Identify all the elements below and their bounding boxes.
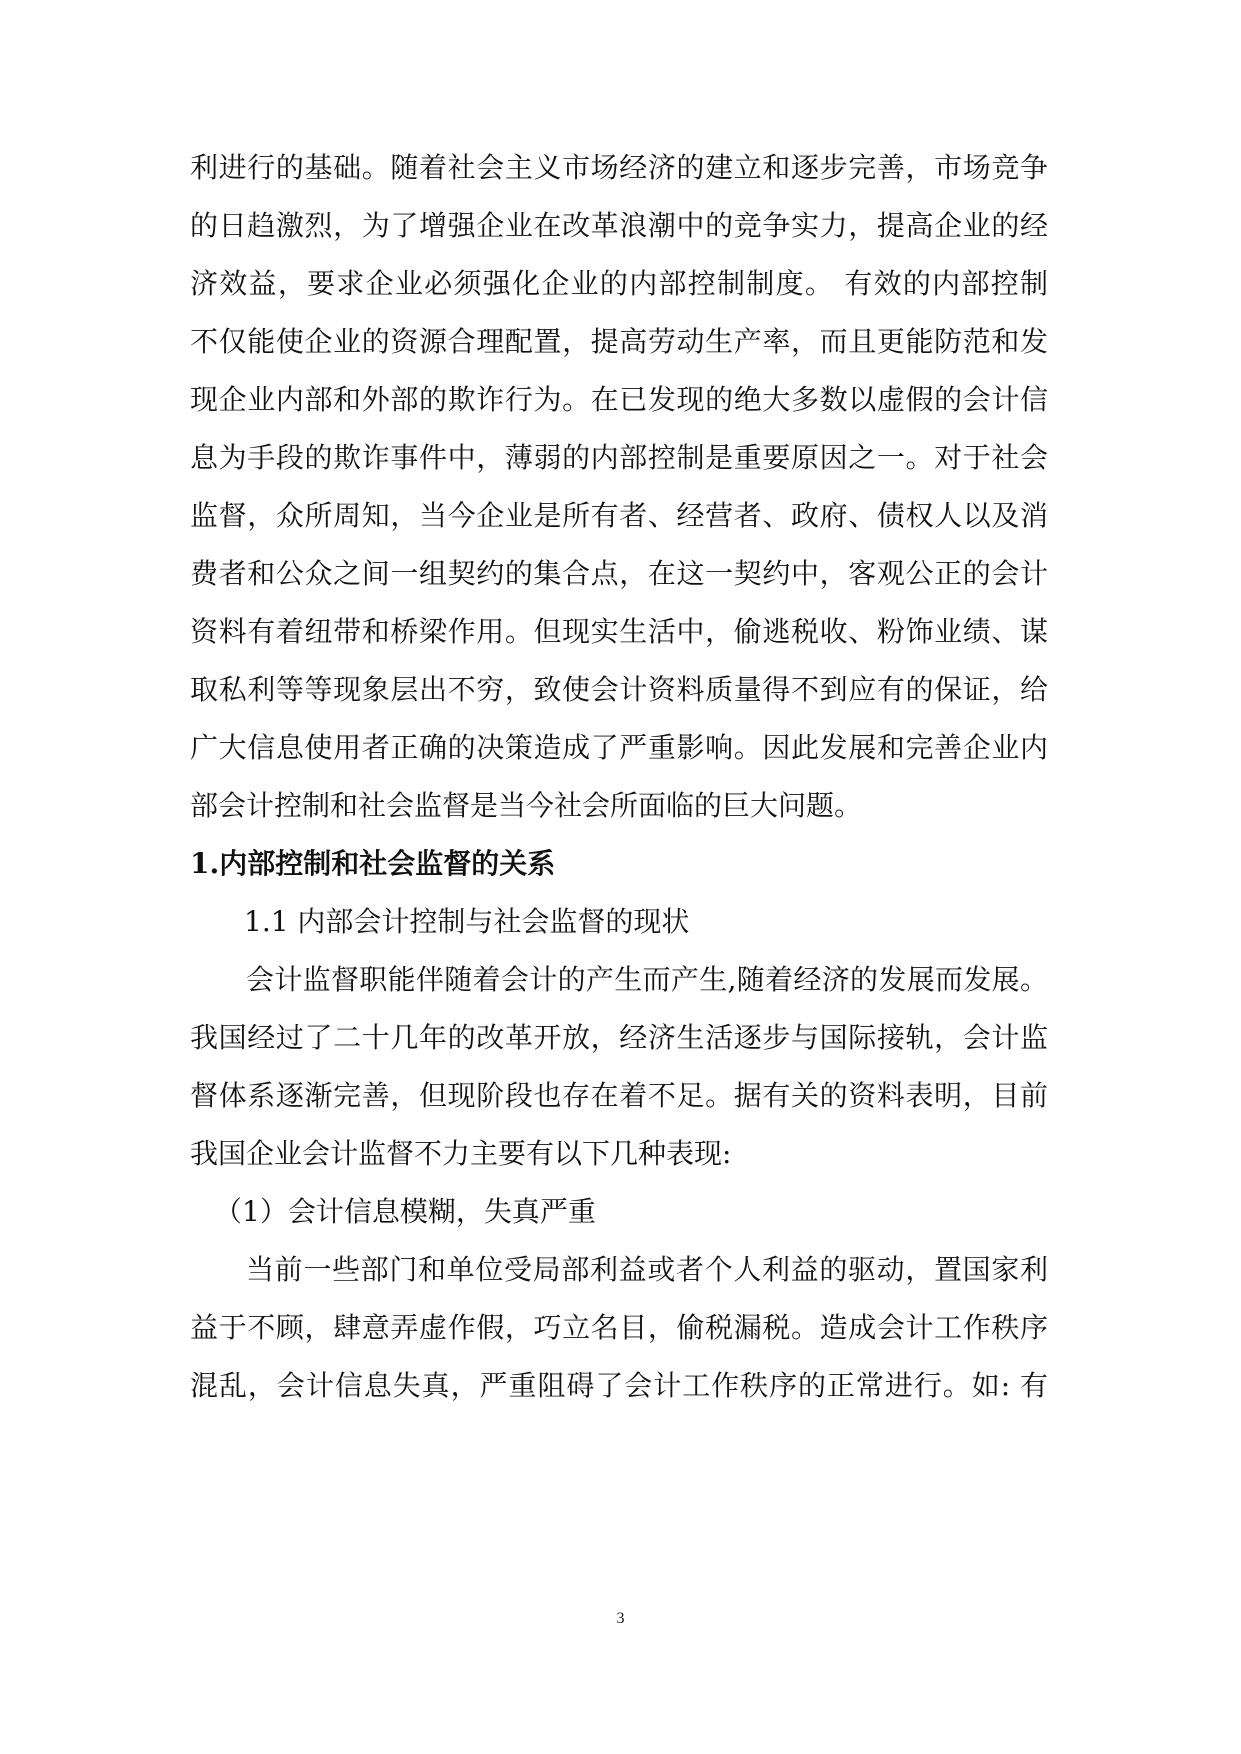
paragraph-line: 我国企业会计监督不力主要有以下几种表现: <box>190 1137 732 1170</box>
paragraph-line: 督体系逐渐完善，但现阶段也存在着不足。据有关的资料表明，目前 <box>190 1079 1048 1112</box>
paragraph-line: 现企业内部和外部的欺诈行为。在已发现的绝大多数以虚假的会计信 <box>190 383 1048 416</box>
page-number: 3 <box>616 1610 625 1627</box>
paragraph-line: 的日趋激烈，为了增强企业在改革浪潮中的竞争实力，提高企业的经 <box>190 209 1048 242</box>
paragraph-line: 费者和公众之间一组契约的集合点，在这一契约中，客观公正的会计 <box>190 557 1048 590</box>
paragraph-line: 资料有着纽带和桥梁作用。但现实生活中，偷逃税收、粉饰业绩、谋 <box>190 615 1048 648</box>
paragraph-line: 利进行的基础。随着社会主义市场经济的建立和逐步完善，市场竞争 <box>190 151 1048 184</box>
paragraph-line: 混乱，会计信息失真，严重阻碍了会计工作秩序的正常进行。如: 有 <box>190 1369 1048 1402</box>
section-heading: 1.内部控制和社会监督的关系 <box>190 847 556 880</box>
paragraph-line: 益于不顾，肆意弄虚作假，巧立名目，偷税漏税。造成会计工作秩序 <box>190 1311 1048 1344</box>
paragraph-line: 会计监督职能伴随着会计的产生而产生,随着经济的发展而发展。 <box>246 963 1048 996</box>
list-item-heading: （1）会计信息模糊，失真严重 <box>214 1195 596 1228</box>
paragraph-line: 我国经过了二十几年的改革开放，经济生活逐步与国际接轨，会计监 <box>190 1021 1048 1054</box>
paragraph-line: 当前一些部门和单位受局部利益或者个人利益的驱动，置国家利 <box>246 1253 1048 1286</box>
paragraph-line: 不仅能使企业的资源合理配置，提高劳动生产率，而且更能防范和发 <box>190 325 1048 358</box>
paragraph-line: 监督，众所周知，当今企业是所有者、经营者、政府、债权人以及消 <box>190 499 1048 532</box>
paragraph-line: 取私利等等现象层出不穷，致使会计资料质量得不到应有的保证，给 <box>190 673 1048 706</box>
paragraph-line: 广大信息使用者正确的决策造成了严重影响。因此发展和完善企业内 <box>190 731 1048 764</box>
paragraph-line: 息为手段的欺诈事件中，薄弱的内部控制是重要原因之一。对于社会 <box>190 441 1048 474</box>
subsection-heading: 1.1 内部会计控制与社会监督的现状 <box>244 905 690 938</box>
paragraph-line: 济效益，要求企业必须强化企业的内部控制制度。 有效的内部控制 <box>190 267 1048 300</box>
paragraph-line: 部会计控制和社会监督是当今社会所面临的巨大问题。 <box>190 789 863 822</box>
